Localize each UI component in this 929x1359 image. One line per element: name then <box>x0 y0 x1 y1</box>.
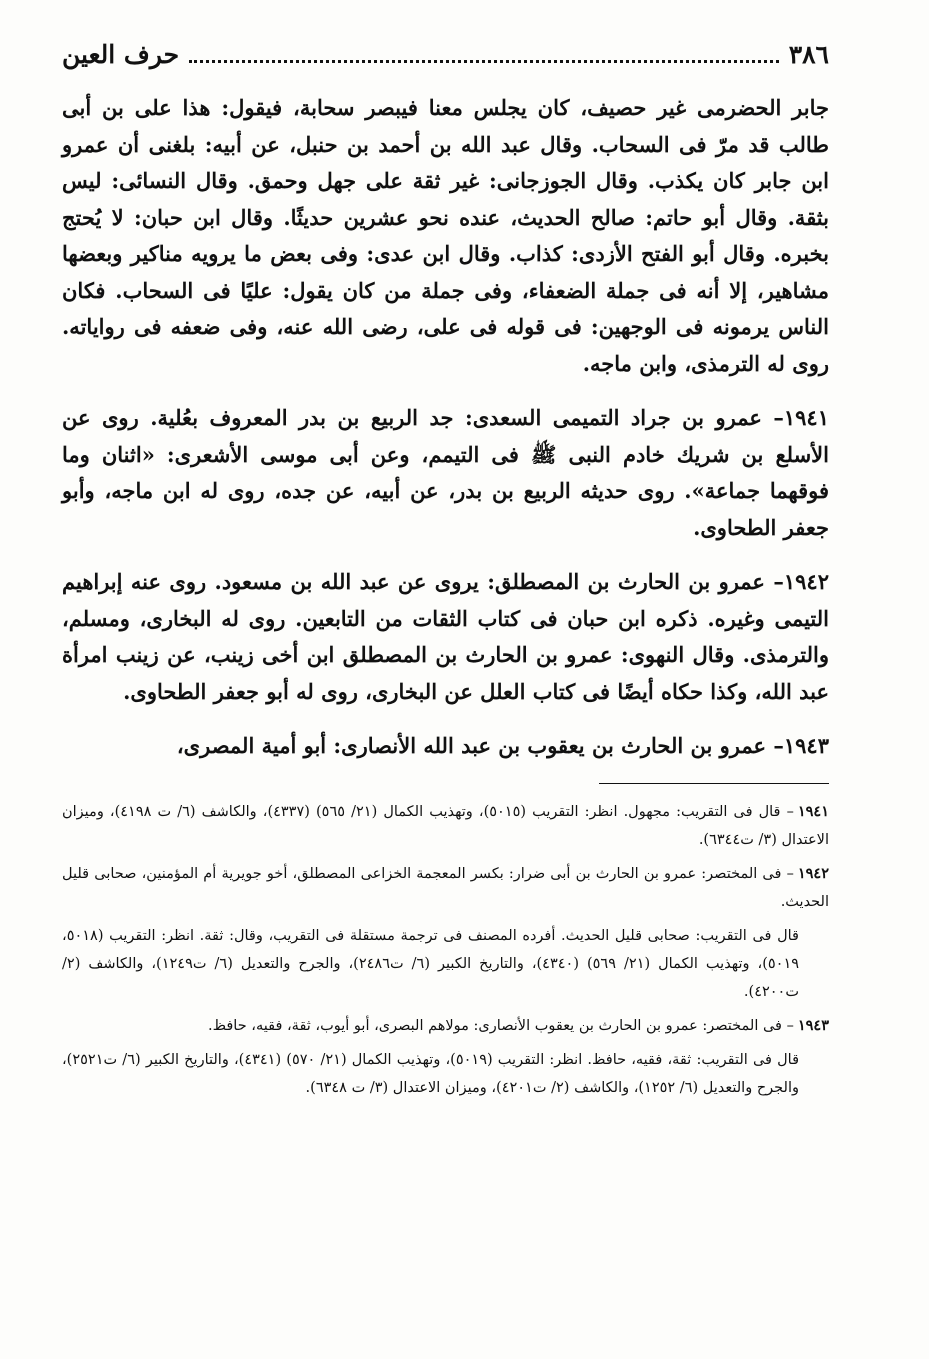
footnote-1941 <box>62 798 829 854</box>
page-number: ٣٨٦ <box>788 40 829 69</box>
entry-1941 <box>62 400 829 546</box>
footnote-1942-detail: قال فى التقريب: صحابى قليل الحديث. أفرده المصنف فى ترجمة مستقلة فى التقريب، وقال: ثقة. انظر: التقريب (٥٠١٨، ٥٠١٩)، وتهذيب الكمال (٢١/ ٥٦٩) (٤٣٤٠)، والتاريخ الكبير (٦/ ت٢٤٨٦)، والجرح والتعديل (٦/ ت١٢٤٩)، والكاشف (٢/ ت٤٢٠٠). <box>62 927 800 1000</box>
running-title: حرف العين <box>62 40 180 69</box>
running-header <box>62 40 829 80</box>
entry-number: ١٩٤٣– <box>773 733 829 758</box>
footnote-text: – فى المختصر: عمرو بن الحارث بن يعقوب الأنصارى: مولاهم البصرى، أبو أيوب، ثقة، فقيه، حافظ. <box>207 1017 794 1034</box>
entry-text: عمرو بن جراد التميمى السعدى: جد الربيع بن بدر المعروف بعُلية. روى عن الأسلع بن شريك خادم النبى ﷺ فى التيمم، وعن أبى موسى الأشعرى: «اثنان وما فوقهما جماعة». روى حديثه الربيع بن بدر، عن أبيه، عن جده، روى له ابن ماجه، وأبو جعفر الطحاوى. <box>62 405 829 540</box>
footnote-1943 <box>62 1012 829 1040</box>
footnote-separator <box>599 783 829 784</box>
footnote-number: ١٩٤٢ <box>797 864 829 882</box>
footnote-number: ١٩٤٣ <box>797 1016 829 1034</box>
entry-1943 <box>62 728 829 765</box>
footnote-text: – قال فى التقريب: مجهول. انظر: التقريب (٥٠١٥)، وتهذيب الكمال (٢١/ ٥٦٥) (٤٣٣٧)، والكاشف (٦/ ت ٤١٩٨)، وميزان الاعتدال (٣/ ت٦٣٤٤). <box>62 803 829 848</box>
footnotes <box>62 798 829 1102</box>
footnote-text: – فى المختصر: عمرو بن الحارث بن أبى ضرار: بكسر المعجمة الخزاعى المصطلق، أخو جويرية أم المؤمنين، صحابى قليل الحديث. <box>62 865 829 910</box>
footnote-1942 <box>62 860 829 916</box>
entry-text: عمرو بن الحارث بن المصطلق: يروى عن عبد الله بن مسعود. روى عنه إبراهيم التيمى وغيره. ذكره ابن حبان فى كتاب الثقات من التابعين. روى له البخارى، ومسلم، والترمذى. وقال النهوى: عمرو بن الحارث بن المصطلق ابن أخى زينب، عن زينب امرأة عبد الله، وكذا حكاه أيضًا فى كتاب العلل عن البخارى، روى له أبو جعفر الطحاوى. <box>62 569 830 704</box>
footnote-number: ١٩٤١ <box>797 802 829 820</box>
continuation-paragraph: جابر الحضرمى غير حصيف، كان يجلس معنا فيبصر سحابة، فيقول: هذا على بن أبى طالب قد مرّ فى السحاب. وقال عبد الله بن أحمد بن حنبل، عن أبيه: بلغنى أن عمرو ابن جابر كان يكذب. وقال الجوزجانى: غير ثقة على جهل وحمق. وقال النسائى: ليس بثقة. وقال أبو حاتم: صالح الحديث، عنده نحو عشرين حديثًا. وقال ابن حبان: لا يُحتج بخبره. وقال أبو الفتح الأزدى: كذاب. وقال ابن عدى: وفى بعض ما يرويه مناكير وبعضها مشاهير، إلا أنه فى جملة الضعفاء، وفى جملة من كان يقول: عليًا فى السحاب. فكان الناس يرمونه فى الوجهين: فى قوله فى على، رضى الله عنه، وفى ضعفه فى رواياته. روى له الترمذى، وابن ماجه. <box>62 95 829 376</box>
entry-number: ١٩٤٢– <box>773 569 829 594</box>
entry-text: عمرو بن الحارث بن يعقوب بن عبد الله الأنصارى: أبو أمية المصرى، <box>176 733 767 758</box>
page <box>62 40 829 1108</box>
entry-1942 <box>62 564 829 710</box>
entry-number: ١٩٤١– <box>773 405 829 430</box>
footnote-1943-detail: قال فى التقريب: ثقة، فقيه، حافظ. انظر: التقريب (٥٠١٩)، وتهذيب الكمال (٢١/ ٥٧٠) (٤٣٤١)، والتاريخ الكبير (٦/ ت٢٥٢١)، والجرح والتعديل (٦/ ١٢٥٢)، والكاشف (٢/ ت٤٢٠١)، وميزان الاعتدال (٣/ ت ٦٣٤٨). <box>62 1051 799 1096</box>
main-text <box>62 90 829 765</box>
header-dot-leader <box>189 59 779 63</box>
